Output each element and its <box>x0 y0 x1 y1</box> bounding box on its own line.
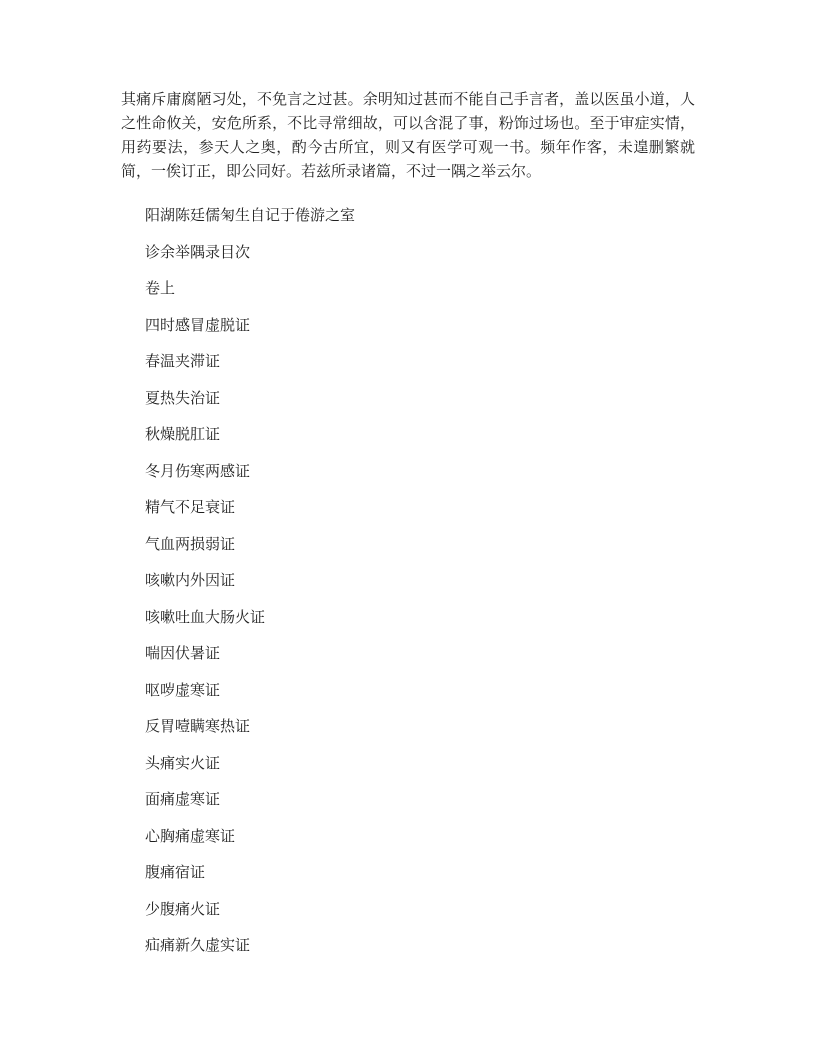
toc-entry: 心胸痛虚寒证 <box>145 828 236 845</box>
toc-entry: 面痛虚寒证 <box>145 792 221 808</box>
toc-entry: 少腹痛火证 <box>145 901 221 918</box>
author-byline: 阳湖陈廷儒匊生自记于倦游之室 <box>145 208 356 224</box>
toc-entry: 精气不足衰证 <box>145 500 236 516</box>
toc-entry: 冬月伤寒两感证 <box>145 463 251 480</box>
toc-section <box>121 209 695 954</box>
toc-entry: 咳嗽吐血大肠火证 <box>145 609 266 626</box>
toc-entry: 喘因伏暑证 <box>145 646 221 662</box>
toc-entry: 春温夹滞证 <box>145 354 221 370</box>
toc-title: 诊余举隅录目次 <box>145 244 251 261</box>
toc-entry: 咳嗽内外因证 <box>145 573 236 589</box>
toc-entry: 疝痛新久虚实证 <box>145 938 251 954</box>
page-content <box>121 88 695 954</box>
toc-entry: 秋燥脱肛证 <box>145 427 221 443</box>
toc-entry: 反胃噎瞒寒热证 <box>145 719 251 735</box>
preface-paragraph: 其痛斥庸腐陋习处，不免言之过甚。余明知过甚而不能自己手言者，盖以医虽小道，人之性命攸关，安危所系，不比寻常细故，可以含混了事，粉饰过场也。至于审症实情，用药要法，参天人之奥，酌今古所宜，则又有医学可观一书。频年作客，未遑删繁就简，一俟订正，即公同好。若兹所录诸篇，不过一隅之举云尔。 <box>121 92 695 180</box>
toc-entry: 气血两损弱证 <box>145 536 236 553</box>
toc-entry: 呕哕虚寒证 <box>145 682 221 699</box>
volume-label: 卷上 <box>145 281 176 297</box>
toc-entry: 夏热失治证 <box>145 390 221 407</box>
toc-entry: 四时感冒虚脱证 <box>145 317 251 334</box>
toc-entry: 头痛实火证 <box>145 755 221 772</box>
toc-entry: 腹痛宿证 <box>145 865 206 881</box>
